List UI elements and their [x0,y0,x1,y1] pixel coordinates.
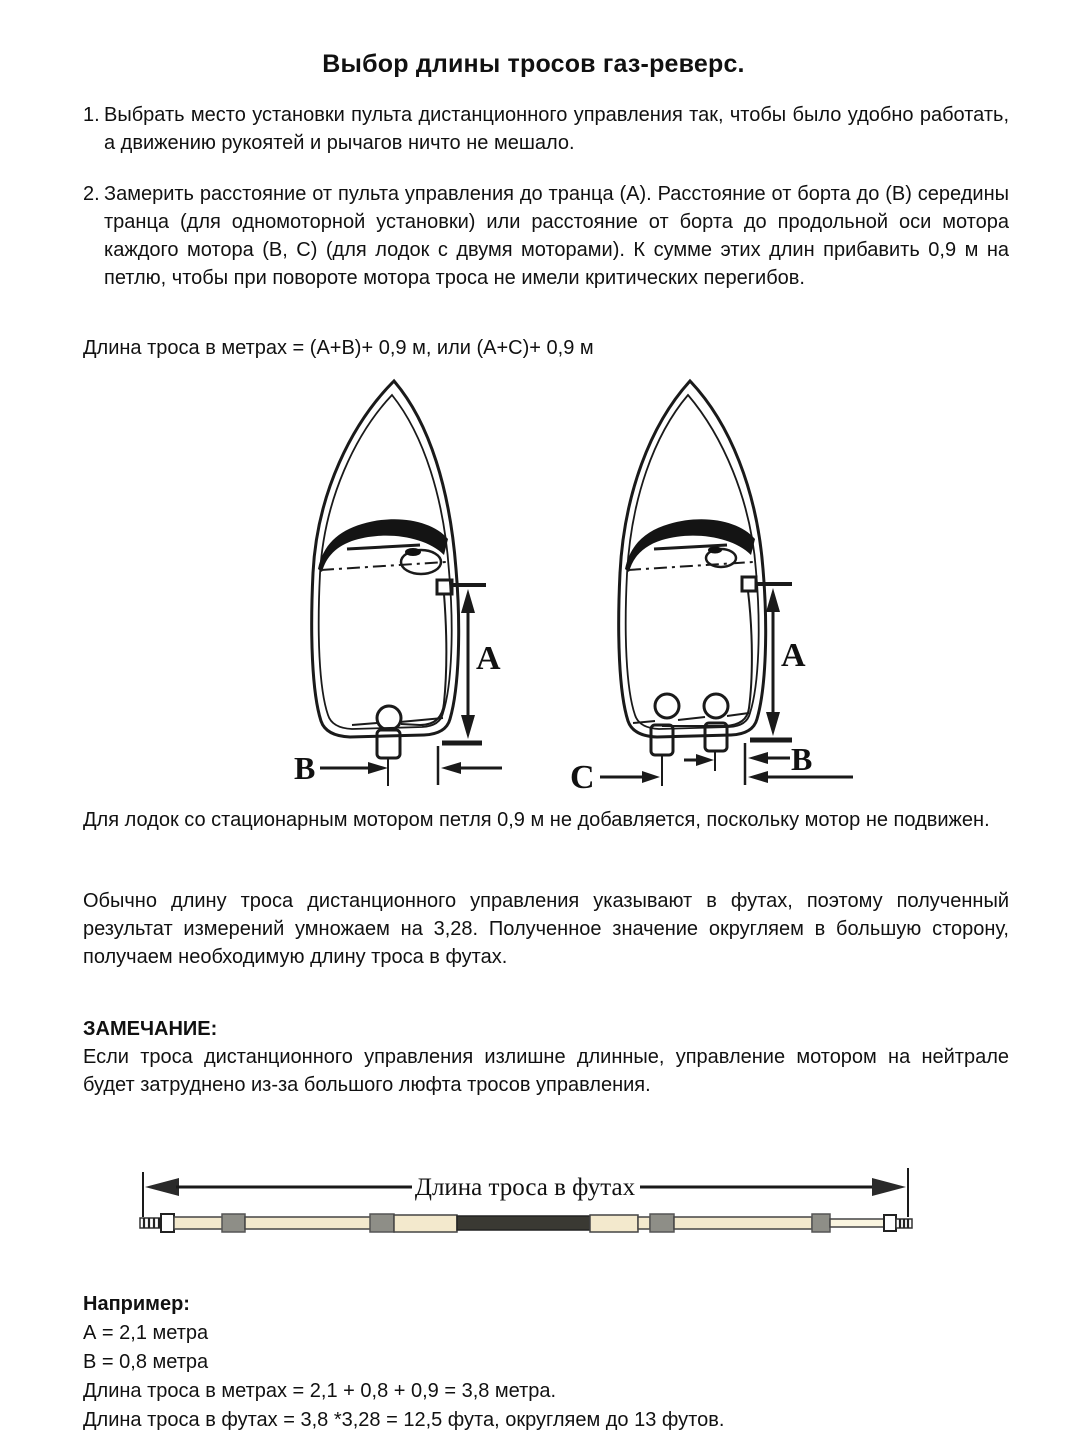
boat2-label-C: C [570,759,595,796]
boat2-starboard-motor-cowl [704,694,728,718]
cable-right-ferrule [650,1214,674,1232]
list-item-2-text: Замерить расстояние от пульта управления до транца (А). Расстояние от борта до (В) середины транца (для одномоторной установки) или расстояние от борта до продольной оси мотора каждого мотора (В, С) (для лодок с двумя моторами). К сумме этих длин прибавить 0,9 м на петлю, чтобы при повороте мотора троса не имели критических перегибов. [104,183,1009,289]
cable-middle-braided-section [457,1216,590,1230]
cable-right-rod [830,1219,886,1227]
cable-right-step [638,1217,650,1229]
boat2-transom-line-left [633,721,655,723]
single-motor-boat-figure [294,381,502,786]
note-text: Если троса дистанционного управления излишне длинные, управление мотором на нейтрале будет затруднено из-за большого люфта тросов управления. [83,1046,1009,1096]
boat1-dimB-arrow-left-icon [441,762,461,774]
boat1-dimB-arrow-right-icon [368,762,388,774]
example-line-feet: Длина троса в футах = 3,8 *3,28 = 12,5 фута, округляем до 13 футов. [83,1409,725,1431]
boat2-outer-hull [619,381,766,737]
cable-arrow-right-icon [872,1178,906,1196]
example-heading: Например: [83,1293,190,1315]
cable-left-ferrule [370,1214,394,1232]
cable-left-rod [174,1217,223,1229]
boat1-dimA-arrow-down-icon [461,715,475,739]
twin-motor-boat-figure [570,381,853,796]
boat1-steering-wheel-hub [405,548,421,556]
boat2-dimB-arrow-left-icon [748,752,768,764]
boat1-dimension-B [294,746,502,786]
cable-right-sleeve [590,1215,638,1232]
boat2-dimB-arrow-right-icon [696,754,714,766]
boat1-outer-hull [312,381,459,737]
paragraph-stationary-motor: Для лодок со стационарным мотором петля 0,9 м не добавляется, поскольку мотор не подвижен. [83,809,990,831]
boat2-dimA-arrow-down-icon [766,712,780,736]
example-block [83,1290,1009,1435]
cable-length-label: Длина троса в футах [414,1174,636,1201]
note-heading: ЗАМЕЧАНИЕ: [83,1018,218,1040]
boat2-port-motor-cowl [655,694,679,718]
cable-right-sheath [674,1217,812,1229]
boat1-motor-bracket [377,730,400,758]
boat1-label-A: A [476,640,501,677]
boat1-windshield-highlight [347,545,420,549]
boat1-label-B: B [294,750,316,786]
list-item-1 [83,101,1009,157]
example-line-meters: Длина троса в метрах = 2,1 + 0,8 + 0,9 = 3,8 метра. [83,1380,557,1402]
boat2-cable-route [662,591,752,726]
list-item-2-number: 2. [83,183,100,205]
boat2-steering-wheel-hub [708,547,722,554]
list-item-1-number: 1. [83,104,100,126]
example-line-b: В = 0,8 метра [83,1351,209,1373]
boat2-transom-line-mid [678,717,705,720]
boat2-dimC-arrow-right-icon [642,771,660,783]
boat2-dimC-arrow-left-icon [748,771,768,783]
paragraph-feet-conversion: Обычно длину троса дистанционного управления указывают в футах, поэтому полученный результат измерений умножаем на 3,28. Полученное значение округляем в большую сторону, получаем необходимую длину троса в футах. [83,890,1009,968]
cable-left-sleeve [394,1215,457,1232]
list-item-2 [83,180,1009,292]
cable-right-collar [812,1214,830,1232]
boat1-transom-line-left [352,723,377,725]
page-title: Выбор длины тросов газ-реверс. [322,50,745,78]
boat1-motor-cowl [377,706,401,730]
cable-right-nut [884,1215,896,1231]
boat2-label-A: A [781,637,806,674]
boat2-remote-control-console [742,577,756,591]
example-line-a: А = 2,1 метра [83,1322,209,1344]
boat2-label-B: B [791,741,813,777]
cable-length-diagram [0,1160,1067,1272]
boat1-deck-dash-line [321,562,446,570]
boat-measurement-diagram [0,373,1067,805]
cable-left-sheath [245,1217,371,1229]
control-cable-drawing [140,1214,912,1232]
boat1-cable-route [401,594,446,725]
cable-left-nut [161,1214,174,1232]
cable-left-collar [222,1214,245,1232]
list-item-1-text: Выбрать место установки пульта дистанционного управления так, чтобы было удобно работать, а движению рукоятей и рычагов ничто не мешало. [104,104,1009,154]
cable-arrow-left-icon [145,1178,179,1196]
cable-length-formula: Длина троса в метрах = (А+В)+ 0,9 м, или (А+С)+ 0,9 м [83,337,594,359]
